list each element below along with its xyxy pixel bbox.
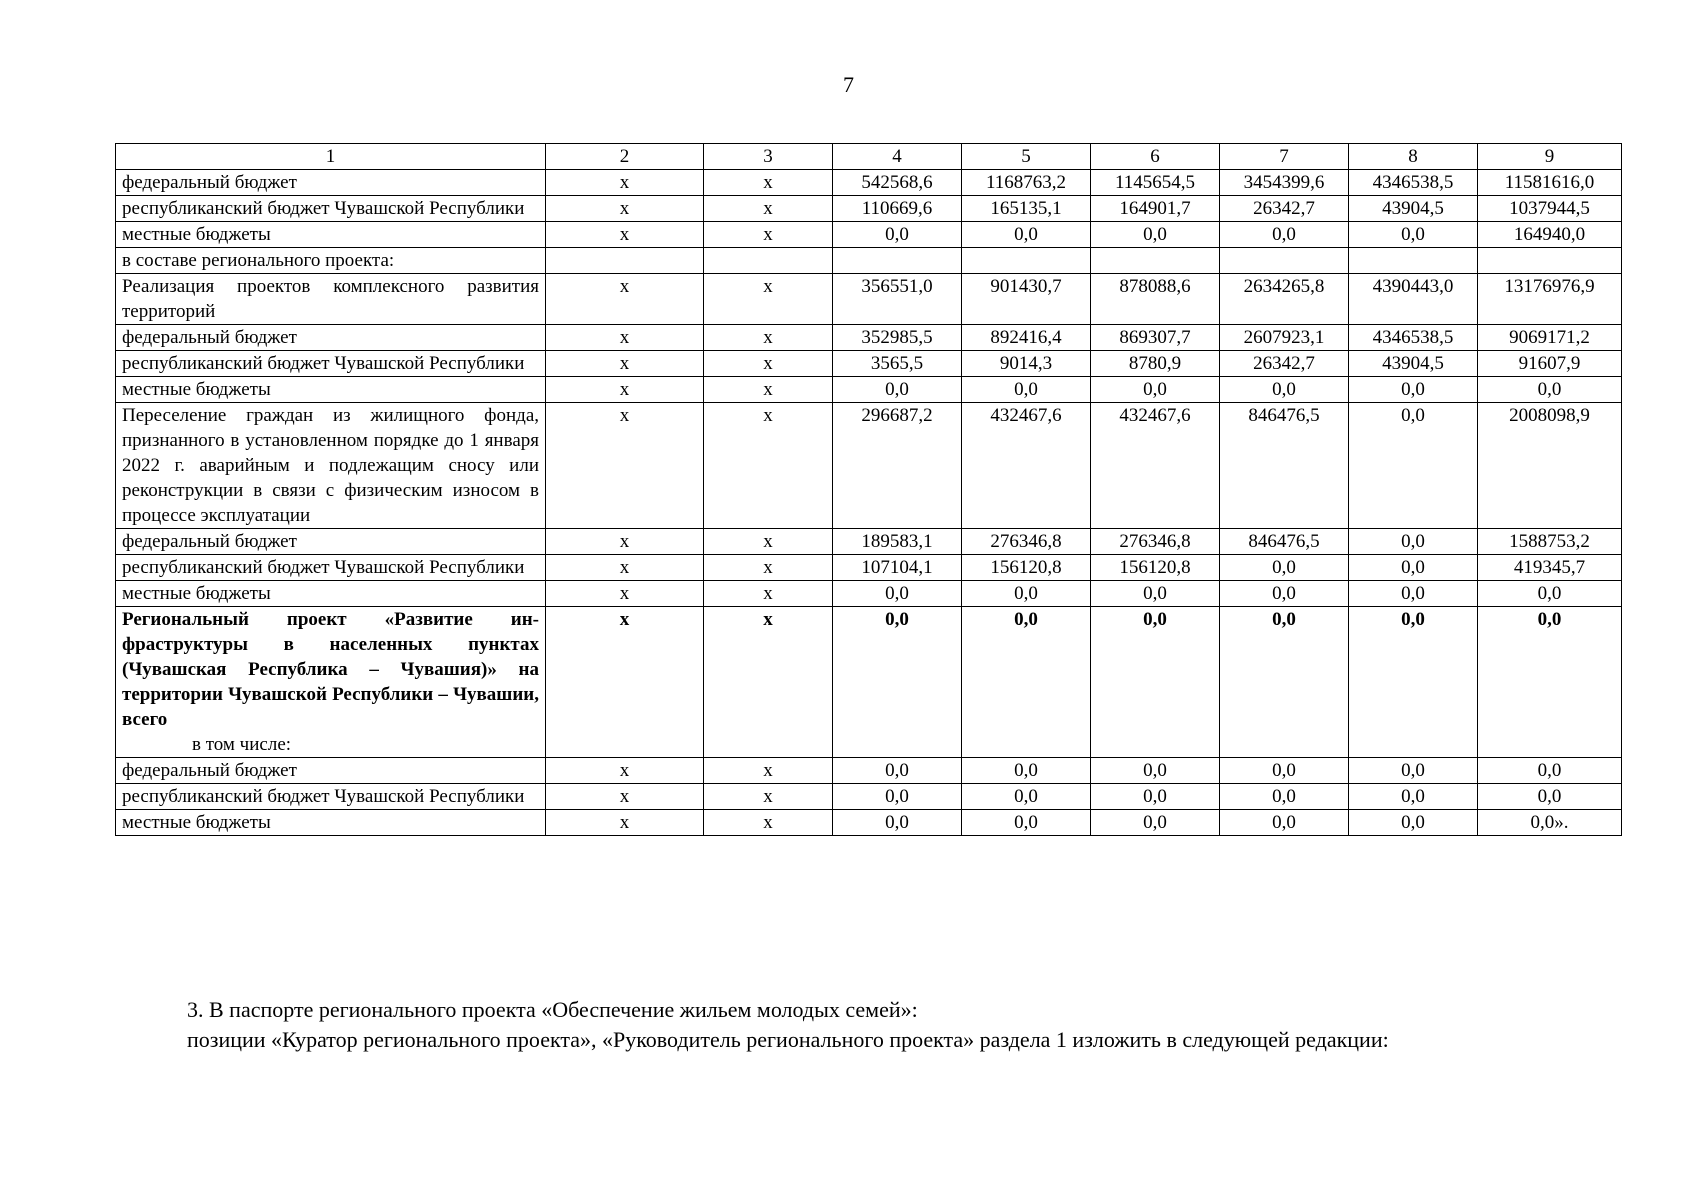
value-cell [833,248,962,274]
value-cell: 0,0 [962,758,1091,784]
value-cell: 0,0 [1478,607,1622,758]
header-cell: 8 [1349,144,1478,170]
value-cell: 164940,0 [1478,222,1622,248]
value-cell: 0,0 [1220,758,1349,784]
marker-cell: х [546,607,704,758]
marker-cell: х [546,758,704,784]
value-cell: 0,0 [1091,758,1220,784]
header-cell: 2 [546,144,704,170]
header-cell: 9 [1478,144,1622,170]
marker-cell: х [704,170,833,196]
row-name: местные бюджеты [122,224,271,245]
value-cell: 0,0». [1478,810,1622,836]
value-cell: 189583,1 [833,529,962,555]
value-cell: 432467,6 [962,403,1091,529]
row-name: федеральный бюджет [122,760,297,781]
value-cell: 0,0 [1349,810,1478,836]
marker-cell: х [546,325,704,351]
value-cell: 3454399,6 [1220,170,1349,196]
value-cell [1349,248,1478,274]
table-row [116,351,1622,377]
value-cell: 0,0 [1349,581,1478,607]
value-cell: 13176976,9 [1478,274,1622,325]
value-cell: 0,0 [962,222,1091,248]
row-name-cell [116,325,546,351]
value-cell: 0,0 [833,784,962,810]
value-cell: 2607923,1 [1220,325,1349,351]
row-name: республиканский бюджет Чувашской Республики [122,557,525,578]
marker-cell: х [704,274,833,325]
marker-cell [704,248,833,274]
row-name-cell [116,274,546,325]
value-cell: 4346538,5 [1349,325,1478,351]
marker-cell: х [546,351,704,377]
marker-cell: х [704,351,833,377]
row-name: в составе регионального проекта: [122,250,395,271]
marker-cell: х [704,222,833,248]
budget-table [115,143,1622,836]
value-cell: 0,0 [1091,810,1220,836]
row-name: местные бюджеты [122,379,271,400]
value-cell: 0,0 [962,810,1091,836]
value-cell: 43904,5 [1349,351,1478,377]
row-name: федеральный бюджет [122,172,297,193]
value-cell: 26342,7 [1220,351,1349,377]
row-name: Переселение граждан из жилищного фонда, признанного в установленном порядке до 1 января 2022 г. аварийным и подлежащим сносу или реконструкции в связи с физическим износом в процессе эксплуатации [122,405,539,526]
value-cell: 0,0 [1091,377,1220,403]
marker-cell: х [704,403,833,529]
table-header-row [116,144,1622,170]
value-cell: 0,0 [833,810,962,836]
value-cell [1091,248,1220,274]
value-cell: 0,0 [1091,581,1220,607]
value-cell: 91607,9 [1478,351,1622,377]
page-number: 7 [843,72,854,97]
value-cell: 0,0 [833,758,962,784]
table-row [116,555,1622,581]
value-cell: 542568,6 [833,170,962,196]
value-cell: 0,0 [1349,607,1478,758]
value-cell: 4346538,5 [1349,170,1478,196]
value-cell: 0,0 [1478,377,1622,403]
marker-cell: х [546,555,704,581]
value-cell: 156120,8 [962,555,1091,581]
value-cell: 276346,8 [962,529,1091,555]
marker-cell: х [704,196,833,222]
header-cell: 1 [116,144,546,170]
marker-cell: х [546,196,704,222]
value-cell: 0,0 [1349,555,1478,581]
table-row [116,607,1622,758]
marker-cell: х [704,581,833,607]
value-cell: 156120,8 [1091,555,1220,581]
value-cell: 0,0 [1220,377,1349,403]
row-name-cell [116,810,546,836]
row-name: федеральный бюджет [122,327,297,348]
value-cell: 9069171,2 [1478,325,1622,351]
value-cell: 0,0 [962,581,1091,607]
marker-cell: х [546,529,704,555]
value-cell: 11581616,0 [1478,170,1622,196]
value-cell: 0,0 [1349,403,1478,529]
marker-cell: х [704,810,833,836]
value-cell: 0,0 [1478,758,1622,784]
value-cell: 901430,7 [962,274,1091,325]
marker-cell [546,248,704,274]
marker-cell: х [546,403,704,529]
row-name-cell [116,222,546,248]
table-row [116,810,1622,836]
row-name-cell [116,581,546,607]
table-row [116,325,1622,351]
row-name-cell [116,248,546,274]
value-cell: 0,0 [1478,581,1622,607]
marker-cell: х [704,607,833,758]
row-name: республиканский бюджет Чувашской Республики [122,353,525,374]
marker-cell: х [546,170,704,196]
row-name-cell [116,784,546,810]
value-cell [1478,248,1622,274]
value-cell: 0,0 [1220,581,1349,607]
marker-cell: х [704,529,833,555]
value-cell: 0,0 [1220,555,1349,581]
value-cell: 1588753,2 [1478,529,1622,555]
value-cell: 0,0 [833,377,962,403]
row-name-cell [116,196,546,222]
value-cell: 4390443,0 [1349,274,1478,325]
value-cell: 419345,7 [1478,555,1622,581]
marker-cell: х [704,377,833,403]
row-name: республиканский бюджет Чувашской Республики [122,786,525,807]
value-cell: 164901,7 [1091,196,1220,222]
table-row [116,248,1622,274]
value-cell: 296687,2 [833,403,962,529]
table-row [116,170,1622,196]
value-cell: 0,0 [962,784,1091,810]
value-cell: 846476,5 [1220,529,1349,555]
table-row [116,529,1622,555]
value-cell: 3565,5 [833,351,962,377]
value-cell: 2634265,8 [1220,274,1349,325]
value-cell: 356551,0 [833,274,962,325]
header-cell: 7 [1220,144,1349,170]
marker-cell: х [704,784,833,810]
value-cell: 0,0 [1349,529,1478,555]
value-cell: 0,0 [1349,784,1478,810]
value-cell: 352985,5 [833,325,962,351]
header-cell: 4 [833,144,962,170]
value-cell: 892416,4 [962,325,1091,351]
value-cell: 869307,7 [1091,325,1220,351]
value-cell: 1168763,2 [962,170,1091,196]
row-subtitle: в том числе: [192,734,292,755]
value-cell: 1037944,5 [1478,196,1622,222]
marker-cell: х [546,377,704,403]
marker-cell: х [704,325,833,351]
value-cell: 0,0 [1091,607,1220,758]
value-cell: 2008098,9 [1478,403,1622,529]
value-cell: 0,0 [1478,784,1622,810]
value-cell: 0,0 [1349,758,1478,784]
value-cell: 0,0 [1220,607,1349,758]
row-name-cell [116,607,546,758]
marker-cell: х [546,810,704,836]
table-row [116,758,1622,784]
marker-cell: х [546,222,704,248]
marker-cell: х [546,581,704,607]
marker-cell: х [704,758,833,784]
value-cell: 846476,5 [1220,403,1349,529]
value-cell: 9014,3 [962,351,1091,377]
row-name: Региональный проект «Развитие инфраструктуры в населенных пунктах (Чувашская Республика – Чувашия)» на территории Чувашской Республики – Чувашии, всего [122,609,539,730]
value-cell: 26342,7 [1220,196,1349,222]
row-name: Реализация проектов комплексного развития территорий [122,276,539,322]
row-name: местные бюджеты [122,812,271,833]
value-cell [962,248,1091,274]
paragraph-positions: позиции «Куратор регионального проекта», «Руководитель регионального проекта» раздела 1 изложить в следующей редакции: [187,1027,1389,1052]
value-cell: 8780,9 [1091,351,1220,377]
value-cell: 0,0 [962,607,1091,758]
value-cell: 0,0 [833,222,962,248]
table-row [116,274,1622,325]
value-cell: 0,0 [1349,222,1478,248]
value-cell [1220,248,1349,274]
value-cell: 107104,1 [833,555,962,581]
paragraph-3: 3. В паспорте регионального проекта «Обеспечение жильем молодых семей»: [187,997,918,1022]
header-cell: 5 [962,144,1091,170]
value-cell: 0,0 [833,581,962,607]
value-cell: 0,0 [1220,810,1349,836]
value-cell: 432467,6 [1091,403,1220,529]
row-name-cell [116,170,546,196]
marker-cell: х [546,274,704,325]
row-name-cell [116,403,546,529]
value-cell: 0,0 [833,607,962,758]
row-name: местные бюджеты [122,583,271,604]
table-row [116,377,1622,403]
value-cell: 0,0 [1091,222,1220,248]
row-name-cell [116,351,546,377]
row-name-cell [116,555,546,581]
table-row [116,403,1622,529]
value-cell: 0,0 [962,377,1091,403]
value-cell: 276346,8 [1091,529,1220,555]
value-cell: 43904,5 [1349,196,1478,222]
table-row [116,222,1622,248]
value-cell: 0,0 [1220,222,1349,248]
value-cell: 0,0 [1349,377,1478,403]
value-cell: 0,0 [1091,784,1220,810]
marker-cell: х [704,555,833,581]
value-cell: 0,0 [1220,784,1349,810]
row-name-cell [116,758,546,784]
header-cell: 6 [1091,144,1220,170]
table-row [116,784,1622,810]
row-name-cell [116,377,546,403]
marker-cell: х [546,784,704,810]
table-row [116,196,1622,222]
row-name: федеральный бюджет [122,531,297,552]
value-cell: 878088,6 [1091,274,1220,325]
header-cell: 3 [704,144,833,170]
value-cell: 110669,6 [833,196,962,222]
table-body [116,144,1622,836]
row-name: республиканский бюджет Чувашской Республики [122,198,525,219]
value-cell: 165135,1 [962,196,1091,222]
value-cell: 1145654,5 [1091,170,1220,196]
row-name-cell [116,529,546,555]
table-row [116,581,1622,607]
